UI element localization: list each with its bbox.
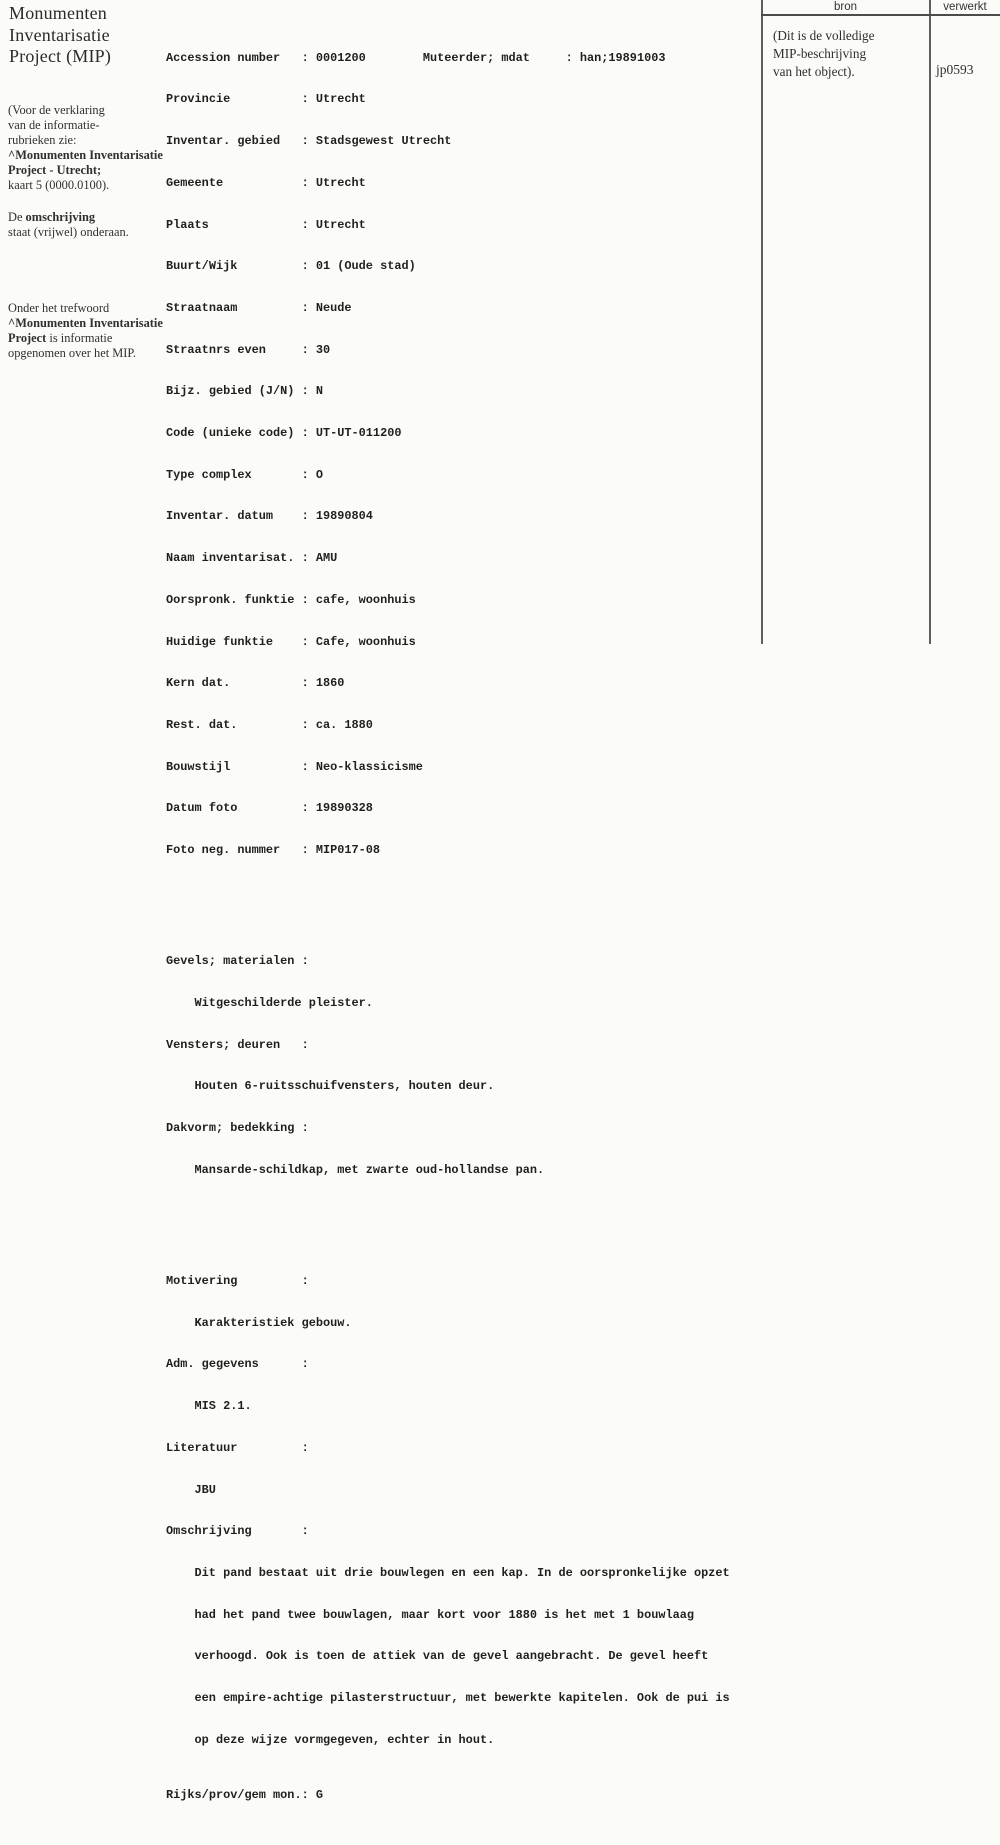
title-line: Inventarisatie bbox=[9, 24, 110, 45]
separator: : bbox=[301, 676, 316, 691]
record-field-row bbox=[166, 844, 730, 858]
field-label: Rest. dat. bbox=[166, 717, 238, 732]
separator: : bbox=[301, 843, 316, 858]
bron-note-line: (Dit is de volledige bbox=[773, 28, 875, 43]
separator: : bbox=[301, 1524, 316, 1539]
section-label: Literatuur bbox=[166, 1440, 238, 1455]
verwerkt-code: jp0593 bbox=[936, 62, 974, 77]
field-value: N bbox=[315, 384, 323, 399]
table-border-middle bbox=[929, 0, 931, 644]
field-value: 19890804 bbox=[315, 509, 373, 524]
record-field-row bbox=[166, 302, 730, 316]
column-header-verwerkt: verwerkt bbox=[943, 1, 987, 13]
record-field-row bbox=[166, 260, 730, 274]
record-field-row bbox=[166, 1789, 730, 1803]
field-value: G bbox=[315, 1788, 323, 1803]
separator: : bbox=[301, 1274, 316, 1289]
field-value: Cafe, woonhuis bbox=[315, 634, 416, 649]
separator: : bbox=[301, 1121, 316, 1136]
separator: : bbox=[301, 217, 316, 232]
separator: : bbox=[301, 342, 316, 357]
record-field-row bbox=[166, 761, 730, 775]
record-field-row bbox=[166, 552, 730, 566]
separator: : bbox=[565, 50, 580, 65]
field-label: Naam inventarisat. bbox=[166, 551, 295, 566]
record-section-row bbox=[166, 1122, 730, 1136]
section-label: Omschrijving bbox=[166, 1524, 252, 1539]
title-line: Monumenten bbox=[9, 3, 107, 23]
note-line: kaart 5 (0000.0100). bbox=[8, 178, 110, 193]
field-label: Straatnaam bbox=[166, 300, 238, 315]
note-line bbox=[8, 331, 170, 346]
field-value: 01 (Oude stad) bbox=[315, 259, 416, 274]
note-line-bold: ^Monumenten Inventarisatie bbox=[8, 148, 163, 163]
record-field-row bbox=[166, 219, 730, 233]
description-line: een empire-achtige pilasterstructuur, met bewerkte kapitelen. Ook de pui is bbox=[194, 1691, 730, 1706]
section-text-line: Mansarde-schildkap, met zwarte oud-hollandse pan. bbox=[194, 1162, 545, 1177]
description-line: Dit pand bestaat uit drie bouwlegen en een kap. In de oorspronkelijke opzet bbox=[194, 1565, 730, 1580]
description-line: had het pand twee bouwlagen, maar kort voor 1880 is het met 1 bouwlaag bbox=[194, 1607, 695, 1622]
blank-line bbox=[166, 1219, 730, 1233]
record-field-row bbox=[166, 52, 730, 66]
record-field-row bbox=[166, 344, 730, 358]
bron-note bbox=[773, 27, 923, 80]
field-label: Rijks/prov/gem mon. bbox=[166, 1788, 302, 1803]
note-segment: is informatie bbox=[46, 331, 113, 346]
separator: : bbox=[301, 300, 316, 315]
table-border-left bbox=[761, 0, 763, 644]
field-value: Neo-klassicisme bbox=[315, 759, 423, 774]
bron-note-line: van het object). bbox=[773, 63, 855, 79]
bron-note-line: MIP-beschrijving bbox=[773, 45, 867, 61]
field-label: Kern dat. bbox=[166, 676, 231, 691]
note-segment: De bbox=[8, 210, 26, 224]
field-value: cafe, woonhuis bbox=[315, 592, 416, 607]
field-label: Plaats bbox=[166, 217, 209, 232]
note-line-bold: Project - Utrecht; bbox=[8, 163, 102, 178]
field-label: Bijz. gebied (J/N) bbox=[166, 384, 295, 399]
separator: : bbox=[301, 467, 316, 482]
blank-line bbox=[166, 900, 730, 914]
separator: : bbox=[301, 259, 316, 274]
note-line: van de informatie- bbox=[8, 118, 100, 133]
record-field-row bbox=[166, 385, 730, 399]
section-text-line: Houten 6-ruitsschuifvensters, houten deur. bbox=[194, 1079, 495, 1094]
field-label: Inventar. datum bbox=[166, 509, 274, 524]
record-field-row bbox=[166, 93, 730, 107]
section-text-line: Witgeschilderde pleister. bbox=[194, 996, 373, 1010]
field-value: 1860 bbox=[315, 676, 345, 691]
table-header-rule bbox=[761, 14, 1000, 16]
separator: : bbox=[301, 717, 316, 732]
sidebar-note-verklaring bbox=[8, 103, 170, 194]
field-value: O bbox=[315, 467, 323, 482]
note-line-bold: ^Monumenten Inventarisatie bbox=[8, 316, 163, 331]
title-line: Project (MIP) bbox=[9, 46, 112, 66]
separator: : bbox=[301, 592, 316, 607]
section-label: Vensters; deuren bbox=[166, 1037, 281, 1052]
separator: : bbox=[301, 50, 316, 65]
record-field-row bbox=[166, 594, 730, 608]
field-value: 0001200 bbox=[315, 50, 366, 65]
separator: : bbox=[301, 634, 316, 649]
field-label: Foto neg. nummer bbox=[166, 843, 281, 858]
record-field-row bbox=[166, 177, 730, 191]
separator: : bbox=[301, 1440, 316, 1455]
section-label: Dakvorm; bedekking bbox=[166, 1121, 295, 1136]
record-section-row bbox=[166, 1442, 730, 1456]
field-label: Buurt/Wijk bbox=[166, 259, 238, 274]
separator: : bbox=[301, 551, 316, 566]
page-title bbox=[9, 3, 111, 68]
field-value: MIP017-08 bbox=[315, 843, 381, 858]
field-value: AMU bbox=[315, 551, 338, 566]
section-label: Motivering bbox=[166, 1274, 238, 1289]
field-label: Type complex bbox=[166, 467, 252, 482]
description-line: op deze wijze vormgegeven, echter in hout. bbox=[194, 1732, 495, 1747]
note-line: staat (vrijwel) onderaan. bbox=[8, 225, 129, 240]
column-header-bron: bron bbox=[833, 1, 858, 13]
separator: : bbox=[301, 92, 316, 107]
separator: : bbox=[301, 134, 316, 149]
sidebar-note-trefwoord bbox=[8, 301, 170, 361]
note-line bbox=[8, 210, 170, 225]
record-field-row bbox=[166, 135, 730, 149]
field-label: Huidige funktie bbox=[166, 634, 274, 649]
field-label: Gemeente bbox=[166, 175, 224, 190]
record-field-row bbox=[166, 636, 730, 650]
record-field-row bbox=[166, 677, 730, 691]
field-label: Inventar. gebied bbox=[166, 134, 281, 149]
record-section-row bbox=[166, 1525, 730, 1539]
field-label: Code (unieke code) bbox=[166, 426, 295, 441]
field-value: UT-UT-011200 bbox=[315, 426, 402, 441]
section-text-line: Karakteristiek gebouw. bbox=[194, 1315, 352, 1330]
field-label: Provincie bbox=[166, 92, 231, 107]
record-field-row bbox=[166, 427, 730, 441]
record-field-row bbox=[166, 510, 730, 524]
note-segment-bold: omschrijving bbox=[25, 210, 96, 224]
field-value: Utrecht bbox=[315, 217, 366, 232]
record-section-row bbox=[166, 955, 730, 969]
field-value: Neude bbox=[315, 300, 352, 315]
field-label: Oorspronk. funktie bbox=[166, 592, 295, 607]
field-value: 30 bbox=[315, 342, 331, 357]
field-value: 19890328 bbox=[315, 801, 373, 816]
note-line: Onder het trefwoord bbox=[8, 301, 110, 315]
field-label: Accession number bbox=[166, 50, 281, 65]
description-line: verhoogd. Ook is toen de attiek van de gevel aangebracht. De gevel heeft bbox=[194, 1649, 709, 1664]
field-value: Utrecht bbox=[315, 92, 366, 107]
note-segment-bold: Project bbox=[8, 331, 47, 346]
separator: : bbox=[301, 1788, 316, 1803]
separator: : bbox=[301, 1357, 316, 1372]
section-text-line: MIS 2.1. bbox=[194, 1399, 252, 1414]
separator: : bbox=[301, 426, 316, 441]
field-value: ca. 1880 bbox=[315, 717, 373, 732]
record-field-row bbox=[166, 719, 730, 733]
separator: : bbox=[301, 759, 316, 774]
field-label: Bouwstijl bbox=[166, 759, 231, 774]
note-line: (Voor de verklaring bbox=[8, 103, 105, 117]
field-value: Stadsgewest Utrecht bbox=[315, 134, 452, 149]
section-label: Gevels; materialen bbox=[166, 954, 295, 969]
record-field-row bbox=[166, 802, 730, 816]
record-section-row bbox=[166, 1275, 730, 1289]
section-label: Adm. gegevens bbox=[166, 1357, 259, 1372]
separator: : bbox=[301, 384, 316, 399]
section-text-line: JBU bbox=[194, 1482, 216, 1497]
note-line: rubrieken zie: bbox=[8, 133, 77, 148]
record-section-row bbox=[166, 1039, 730, 1053]
record-section-row bbox=[166, 1358, 730, 1372]
separator: : bbox=[301, 509, 316, 524]
record-body bbox=[166, 10, 730, 1845]
field-label: Straatnrs even bbox=[166, 342, 266, 357]
note-line: opgenomen over het MIP. bbox=[8, 346, 137, 361]
field-label: Muteerder; mdat bbox=[422, 50, 530, 65]
record-field-row bbox=[166, 469, 730, 483]
field-value: Utrecht bbox=[315, 175, 366, 190]
separator: : bbox=[301, 954, 316, 969]
field-label: Datum foto bbox=[166, 801, 238, 816]
separator: : bbox=[301, 801, 316, 816]
separator: : bbox=[301, 175, 316, 190]
sidebar-note-omschrijving bbox=[8, 210, 170, 240]
field-value: han;19891003 bbox=[579, 50, 666, 65]
separator: : bbox=[301, 1037, 316, 1052]
